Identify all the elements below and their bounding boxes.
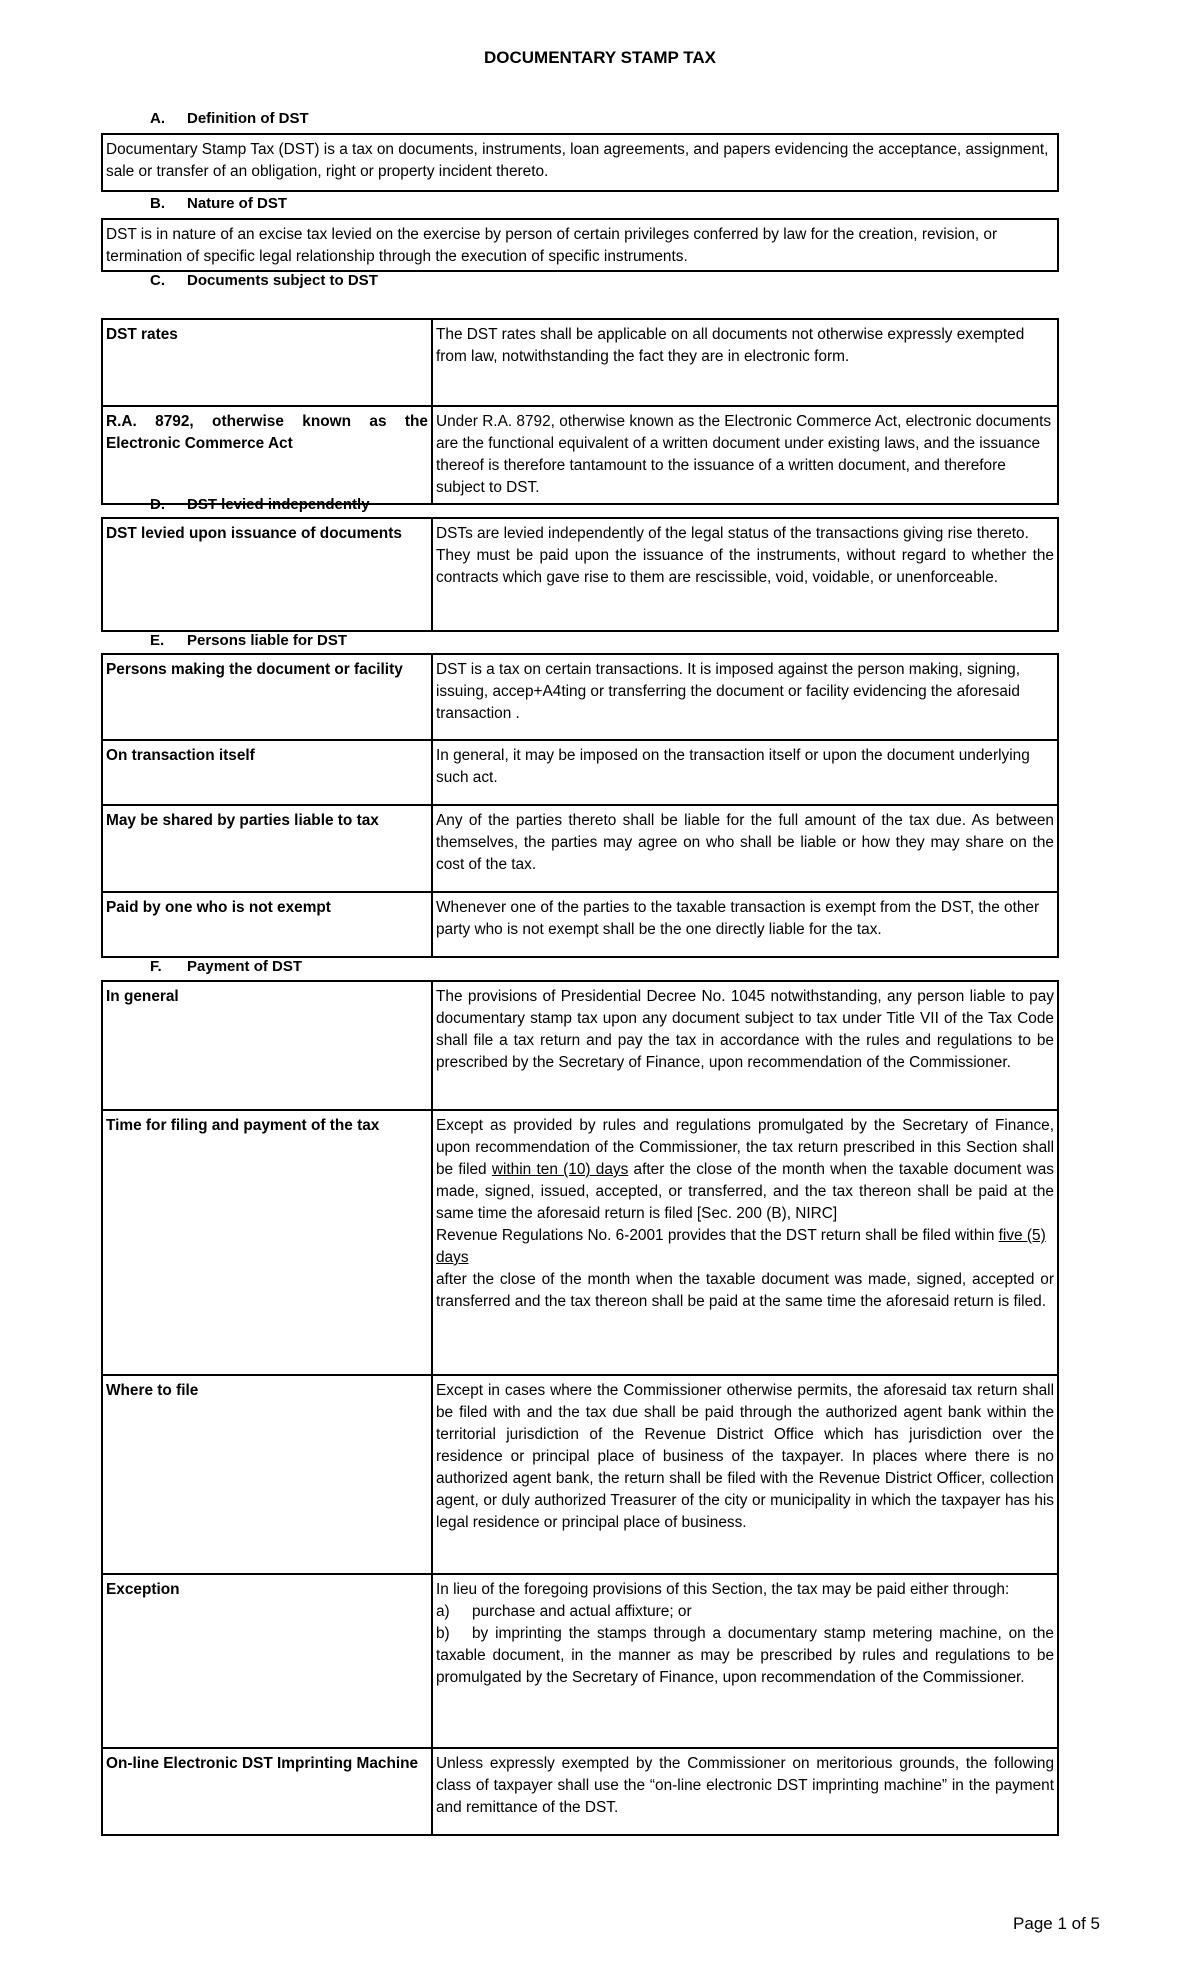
table-row bbox=[102, 319, 1058, 406]
paragraph: after the close of the month when the taxable document was made, signed, accepted or transferred and the tax thereon shall be paid at the same time the aforesaid return is filed. bbox=[436, 1271, 1054, 1310]
definition-box: Documentary Stamp Tax (DST) is a tax on documents, instruments, loan agreements, and papers evidencing the acceptance, assignment, sale or transfer of an obligation, right or property incident thereto. bbox=[101, 133, 1059, 192]
section-a-heading bbox=[150, 109, 309, 129]
table-row bbox=[102, 805, 1058, 892]
row-label: R.A. 8792, otherwise known as the Electronic Commerce Act bbox=[102, 406, 432, 504]
table-row bbox=[102, 981, 1058, 1110]
documents-subject-table bbox=[101, 318, 1059, 505]
table-row bbox=[102, 1574, 1058, 1748]
row-text bbox=[432, 518, 1058, 631]
list-marker: b) bbox=[436, 1625, 450, 1642]
text-run: after the close of the month when the taxable document was made, signed, issued, accepted, or transferred, and the tax thereon shall be paid at the same time the aforesaid return is filed [Sec. 200 (B), NIRC] bbox=[436, 1161, 1055, 1222]
row-label: Persons making the document or facility bbox=[102, 654, 432, 740]
row-text: Except in cases where the Commissioner otherwise permits, the aforesaid tax return shall be filed with and the tax due shall be paid through the authorized agent bank within the territorial jurisdiction of the Revenue District Office which has jurisdiction over the residence or principal place of business of the taxpayer. In places where there is no authorized agent bank, the return shall be filed with the Revenue District Officer, collection agent, or duly authorized Treasurer of the city or municipality in which the taxpayer has his legal residence or principal place of business. bbox=[432, 1375, 1058, 1574]
row-text: In general, it may be imposed on the transaction itself or upon the document underlying such act. bbox=[432, 740, 1058, 805]
table-row bbox=[102, 518, 1058, 631]
row-label: Where to file bbox=[102, 1375, 432, 1574]
persons-liable-table bbox=[101, 653, 1059, 958]
section-letter: C. bbox=[150, 272, 165, 289]
section-letter: E. bbox=[150, 632, 165, 649]
nature-box: DST is in nature of an excise tax levied on the exercise by person of certain privileges conferred by law for the creation, revision, or termination of specific legal relationship through the execution of specific instruments. bbox=[101, 218, 1059, 272]
text-run: Except as provided by rules and regulations promulgated by the Secretary of Finance, upon recommendation of the Commissioner, the tax return prescribed in this Section shall be filed bbox=[436, 1117, 1054, 1178]
list-item bbox=[436, 1601, 1054, 1623]
section-title: Nature of DST bbox=[187, 195, 288, 212]
section-title: Definition of DST bbox=[187, 110, 309, 127]
table-row bbox=[102, 740, 1058, 805]
row-text: Under R.A. 8792, otherwise known as the Electronic Commerce Act, electronic documents are the functional equivalent of a written document under existing laws, and the issuance thereof is therefore tantamount to the issuance of a written document, and therefore subject to DST. bbox=[432, 406, 1058, 504]
section-d-heading bbox=[150, 495, 370, 515]
document-title: DOCUMENTARY STAMP TAX bbox=[483, 48, 717, 67]
section-letter: F. bbox=[150, 958, 162, 975]
row-label: DST rates bbox=[102, 319, 432, 406]
section-title: Persons liable for DST bbox=[187, 632, 348, 649]
section-letter: B. bbox=[150, 195, 165, 212]
page-number: Page 1 of 5 bbox=[1013, 1914, 1100, 1933]
dst-levied-table bbox=[101, 517, 1059, 632]
text-run: Revenue Regulations No. 6-2001 provides that the DST return shall be filed within bbox=[436, 1227, 999, 1244]
row-text: Any of the parties thereto shall be liable for the full amount of the tax due. As between themselves, the parties may agree on who shall be liable or how they may share on the cost of the tax. bbox=[432, 805, 1058, 892]
payment-table bbox=[101, 980, 1059, 1836]
row-text: The provisions of Presidential Decree No. 1045 notwithstanding, any person liable to pay documentary stamp tax upon any document subject to tax under Title VII of the Tax Code shall file a tax return and pay the tax in accordance with the rules and regulations to be prescribed by the Secretary of Finance, upon recommendation of the Commissioner. bbox=[432, 981, 1058, 1110]
row-text bbox=[432, 1574, 1058, 1748]
paragraph bbox=[436, 1115, 1054, 1225]
underlined-deadline: five (5) days bbox=[436, 1227, 1046, 1266]
row-text bbox=[432, 1110, 1058, 1375]
table-row bbox=[102, 406, 1058, 504]
paragraph bbox=[436, 1225, 1054, 1269]
section-letter: D. bbox=[150, 496, 165, 513]
row-text: DST is a tax on certain transactions. It is imposed against the person making, signing, issuing, accep+A4ting or transferring the document or facility evidencing the aforesaid transaction . bbox=[432, 654, 1058, 740]
section-title: Payment of DST bbox=[187, 958, 303, 975]
row-label: In general bbox=[102, 981, 432, 1110]
list-text: by imprinting the stamps through a documentary stamp metering machine, on the taxable document, in the manner as may be prescribed by rules and regulations to be promulgated by the Secretary of Finance, upon recommendation of the Commissioner. bbox=[436, 1625, 1054, 1686]
table-row bbox=[102, 1110, 1058, 1375]
underlined-deadline: within ten (10) days bbox=[491, 1161, 629, 1178]
paragraph: They must be paid upon the issuance of the instruments, without regard to whether the contracts which gave rise to them are rescissible, void, voidable, or unenforceable. bbox=[436, 547, 1054, 586]
table-row bbox=[102, 654, 1058, 740]
row-label: Paid by one who is not exempt bbox=[102, 892, 432, 957]
row-label: On transaction itself bbox=[102, 740, 432, 805]
row-label: May be shared by parties liable to tax bbox=[102, 805, 432, 892]
list-text: purchase and actual affixture; or bbox=[472, 1603, 692, 1620]
row-label: Exception bbox=[102, 1574, 432, 1748]
section-title: Documents subject to DST bbox=[187, 272, 378, 289]
section-b-heading bbox=[150, 194, 287, 214]
table-row bbox=[102, 1748, 1058, 1835]
section-letter: A. bbox=[150, 110, 165, 127]
table-row bbox=[102, 892, 1058, 957]
list-marker: a) bbox=[436, 1603, 450, 1620]
row-label: Time for filing and payment of the tax bbox=[102, 1110, 432, 1375]
row-label: DST levied upon issuance of documents bbox=[102, 518, 432, 631]
section-title: DST levied independently bbox=[187, 496, 370, 513]
section-c-heading bbox=[150, 271, 378, 291]
paragraph: DSTs are levied independently of the legal status of the transactions giving rise thereto. bbox=[436, 525, 1029, 542]
row-text: Unless expressly exempted by the Commissioner on meritorious grounds, the following class of taxpayer shall use the “on-line electronic DST imprinting machine” in the payment and remittance of the DST. bbox=[432, 1748, 1058, 1835]
row-text: Whenever one of the parties to the taxable transaction is exempt from the DST, the other party who is not exempt shall be the one directly liable for the tax. bbox=[432, 892, 1058, 957]
row-text: The DST rates shall be applicable on all documents not otherwise expressly exempted from law, notwithstanding the fact they are in electronic form. bbox=[432, 319, 1058, 406]
row-label: On-line Electronic DST Imprinting Machine bbox=[102, 1748, 432, 1835]
section-e-heading bbox=[150, 631, 347, 651]
list-item bbox=[436, 1623, 1054, 1689]
section-f-heading bbox=[150, 957, 302, 977]
paragraph: In lieu of the foregoing provisions of this Section, the tax may be paid either through: bbox=[436, 1581, 1010, 1598]
table-row bbox=[102, 1375, 1058, 1574]
